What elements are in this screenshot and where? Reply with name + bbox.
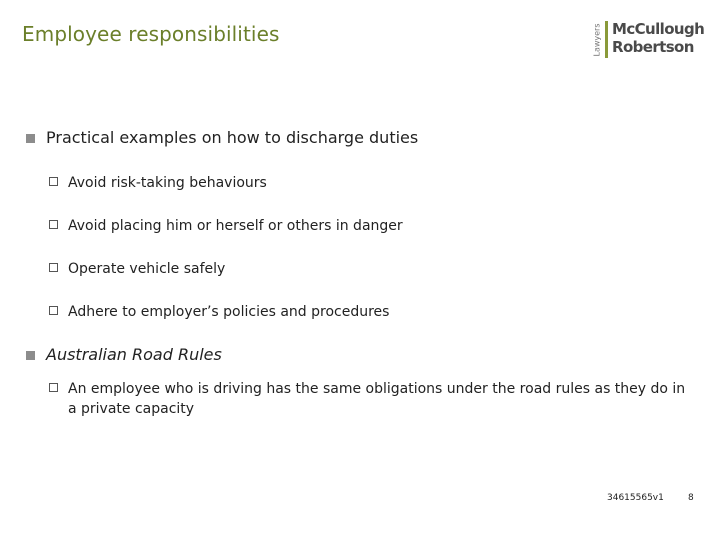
slide-title: Employee responsibilities	[22, 22, 280, 46]
section-heading-text: Australian Road Rules	[46, 345, 222, 364]
company-logo	[591, 20, 705, 60]
checkbox-bullet-icon	[49, 177, 58, 186]
section-heading-text: Practical examples on how to discharge duties	[46, 128, 419, 147]
logo-line-1: McCullough	[612, 20, 705, 38]
checkbox-bullet-icon	[49, 263, 58, 272]
logo-side-label-wrap	[591, 20, 603, 60]
list-item-text: An employee who is driving has the same obligations under the road rules as they do in a private capacity	[68, 381, 686, 417]
list-item-text: Adhere to employer’s policies and procedures	[68, 304, 390, 320]
list-item-text: Operate vehicle safely	[68, 261, 226, 277]
logo-side-label: Lawyers	[592, 23, 602, 57]
list-item-text: Avoid risk-taking behaviours	[68, 175, 267, 191]
checkbox-bullet-icon	[49, 220, 58, 229]
checkbox-bullet-icon	[49, 383, 58, 392]
square-bullet-icon	[26, 351, 35, 360]
logo-line-2: Robertson	[612, 38, 694, 56]
logo-accent-bar	[605, 21, 608, 58]
document-reference: 34615565v1	[607, 493, 664, 503]
checkbox-bullet-icon	[49, 306, 58, 315]
page-number: 8	[688, 493, 694, 503]
list-item-text: Avoid placing him or herself or others in danger	[68, 218, 403, 234]
square-bullet-icon	[26, 134, 35, 143]
